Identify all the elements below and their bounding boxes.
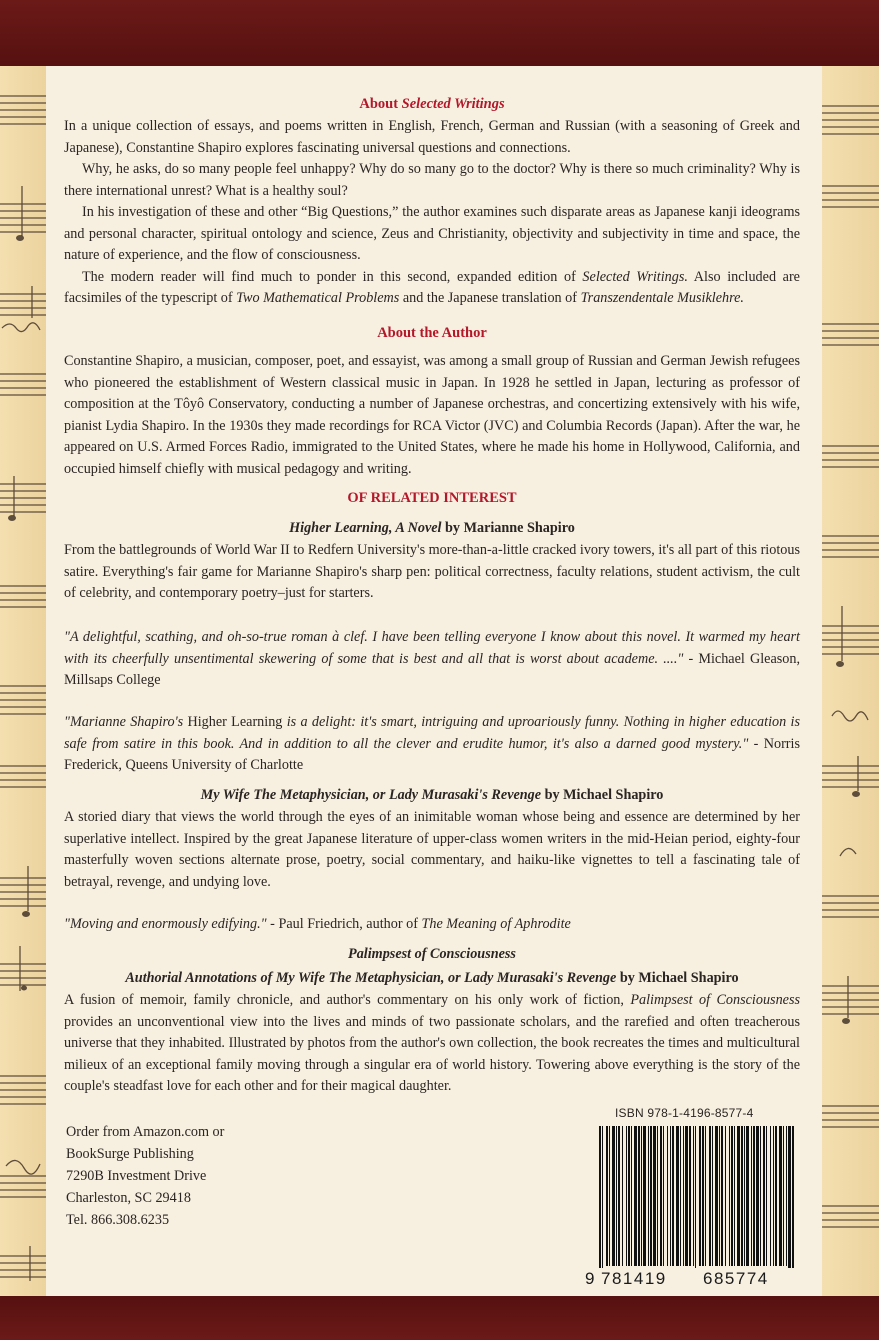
book1-quote1-block xyxy=(64,627,800,692)
barcode-bar xyxy=(715,1126,718,1266)
barcode-bar xyxy=(773,1126,774,1266)
barcode-bar xyxy=(734,1126,735,1266)
barcode-bar xyxy=(756,1126,759,1266)
barcode-bar xyxy=(693,1126,694,1266)
related-interest-heading: OF RELATED INTEREST xyxy=(347,490,517,506)
barcode-bar xyxy=(792,1126,794,1274)
barcode-bar xyxy=(680,1126,681,1266)
barcode-bar xyxy=(599,1126,601,1274)
barcode-bar xyxy=(744,1126,745,1266)
about-book-heading: About Selected Writings xyxy=(359,96,505,112)
left-sheet-music-margin xyxy=(0,66,46,1296)
barcode-bar xyxy=(741,1126,743,1266)
barcode-bar xyxy=(766,1126,767,1266)
book1-quote-2: "Marianne Shapiro's Higher Learning is a delight: it's smart, intriguing and uproariously funny. Nothing in higher education is safe from satire in this book. And in addition to all the clever and erudite humor, it's also a darned good mystery." - Norris Frederick, Queens University of Charlotte xyxy=(64,714,800,773)
barcode-bar xyxy=(695,1126,696,1274)
barcode-bar xyxy=(783,1126,784,1266)
back-cover-panel xyxy=(46,66,822,1296)
barcode-bar xyxy=(685,1126,688,1266)
barcode-bar xyxy=(737,1126,740,1266)
about-book-section xyxy=(64,116,800,310)
book2-description-block xyxy=(64,807,800,893)
sheet-music-decoration xyxy=(0,66,46,1296)
barcode-bar xyxy=(729,1126,730,1266)
barcode-bar xyxy=(650,1126,652,1266)
barcode-bar xyxy=(660,1126,662,1266)
book1-quote-1: "A delightful, scathing, and oh-so-true roman à clef. I have been telling everyone I know about this novel. It warmed my heart with its cheerfully unsentimental skewering of some that is best and all that is worst about academe. ...." - Michael Gleason, Millsaps College xyxy=(64,629,800,688)
barcode-bar xyxy=(786,1126,787,1266)
barcode-bar xyxy=(770,1126,771,1266)
barcode-bar xyxy=(725,1126,726,1266)
barcode-bar xyxy=(626,1126,627,1266)
barcode-digits-left: 781419 xyxy=(601,1269,667,1288)
barcode-bar xyxy=(719,1126,720,1266)
book1-title-line: Higher Learning, A Novel by Marianne Shapiro xyxy=(289,520,575,536)
about-book-paragraph-4: The modern reader will find much to ponder in this second, expanded edition of Selected Writings. Also included are facsimiles of the typescript of Two Mathematical Problems and the Japanese translation of Transzendentale Musiklehre. xyxy=(64,268,800,306)
order-info xyxy=(66,1121,224,1231)
order-line-1: Order from Amazon.com or xyxy=(66,1124,225,1140)
barcode-bar xyxy=(721,1126,723,1266)
barcode-bar xyxy=(638,1126,640,1266)
about-book-paragraph-3: In his investigation of these and other “Big Questions,” the author examines such disparate areas as Japanese kanji ideograms and personal character, spiritual ontology and science, Zeus and Christianity, objectivity and subjectivity in time and space, the nature of experience, and the flow of consciousness. xyxy=(64,204,800,263)
barcode-bar xyxy=(689,1126,691,1266)
barcode-bar xyxy=(616,1126,617,1266)
isbn-barcode xyxy=(585,1106,801,1294)
barcode-bar xyxy=(779,1126,782,1266)
barcode-bar xyxy=(641,1126,642,1266)
order-line-4: Charleston, SC 29418 xyxy=(66,1190,191,1206)
sheet-music-decoration-right xyxy=(822,66,879,1296)
barcode-bar xyxy=(628,1126,630,1266)
barcode-bar xyxy=(753,1126,755,1266)
barcode-digit-first: 9 xyxy=(585,1269,595,1288)
barcode-bar xyxy=(699,1126,701,1266)
barcode-bar xyxy=(634,1126,637,1266)
book1-quote2-block xyxy=(64,712,800,777)
book2-description: A storied diary that views the world through the eyes of an inimitable woman whose being and essence are determined by her superlative intellect. Inspired by the great Japanese literature of upper-class women writers in the mid-Heian period, eighty-four masterfully woven sections alternate prose, poetry, social commentary, and haiku-like vignettes to tell a fascinating tale of betrayal, revenge, and undying love. xyxy=(64,809,800,890)
barcode-digits-right: 685774 xyxy=(703,1269,769,1288)
about-author-paragraph: Constantine Shapiro, a musician, composer, poet, and essayist, was among a small group of Russian and German Jewish refugees who pioneered the establishment of Western classical music in Japan. In 1928 he settled in Japan, lecturing as professor of composition at the Tôyô Conservatory, conducting a number of Japanese orchestras, and concertizing extensively with his wife, pianist Lydia Shapiro. In the 1930s they made recordings for RCA Victor (JVC) and Columbia Records (Japan). After the war, he appeared on U.S. Armed Forces Radio, immigrated to the United States, where he made his home in Hollywood, California, and occupied himself chiefly with musical pedagogy and writing. xyxy=(64,353,800,477)
barcode-bar xyxy=(709,1126,711,1266)
barcode-bar xyxy=(643,1126,646,1266)
barcode-bar xyxy=(667,1126,668,1266)
barcode-bar xyxy=(702,1126,704,1266)
book1-description: From the battlegrounds of World War II to Redfern University's more-than-a-little cracked ivory towers, it's all part of this riotous satire. Everything's fair game for Marianne Shapiro's sharp pen: political correctness, faculty relations, student activism, the cult of celebrity, and contemporary poetry–just for starters. xyxy=(64,542,800,601)
book2-quote: "Moving and enormously edifying." - Paul Friedrich, author of The Meaning of Aphrodite xyxy=(64,916,571,932)
barcode-bar xyxy=(663,1126,664,1266)
order-line-5: Tel. 866.308.6235 xyxy=(66,1212,170,1228)
book2-quote-block xyxy=(64,914,800,936)
barcode-bar xyxy=(731,1126,733,1266)
about-author-heading: About the Author xyxy=(377,325,487,341)
barcode-bar xyxy=(609,1126,610,1266)
barcode-bar xyxy=(683,1126,684,1266)
barcode-bar xyxy=(648,1126,649,1266)
book3-title-line-1: Palimpsest of Consciousness xyxy=(348,946,516,962)
barcode-bar xyxy=(622,1126,623,1266)
top-border-band xyxy=(0,0,879,66)
book3-description-block xyxy=(64,990,800,1098)
about-book-paragraph-2: Why, he asks, do so many people feel unhappy? Why do so many go to the doctor? Why is there so much criminality? Why is there international unrest? What is a healthy soul? xyxy=(64,161,800,199)
about-author-section xyxy=(64,351,800,480)
book2-title-line: My Wife The Metaphysician, or Lady Murasaki's Revenge by Michael Shapiro xyxy=(200,787,664,803)
barcode-bar xyxy=(788,1126,791,1274)
right-sheet-music-margin xyxy=(822,66,879,1296)
barcode-bar xyxy=(760,1126,761,1266)
barcode-bar xyxy=(631,1126,632,1266)
barcode-bar xyxy=(602,1126,603,1274)
barcode-bar xyxy=(618,1126,620,1266)
barcode-bar xyxy=(775,1126,777,1266)
barcode-bars xyxy=(597,1126,797,1274)
barcode-bar xyxy=(705,1126,706,1266)
barcode-bar xyxy=(746,1126,749,1266)
barcode-bar xyxy=(670,1126,671,1266)
barcode-bar xyxy=(712,1126,713,1266)
barcode-bar xyxy=(763,1126,765,1266)
barcode-bar xyxy=(606,1126,608,1266)
barcode-bar xyxy=(676,1126,679,1266)
barcode-bar xyxy=(653,1126,656,1266)
bottom-border-band xyxy=(0,1296,879,1340)
barcode-bar xyxy=(657,1126,658,1266)
barcode-bar xyxy=(672,1126,674,1266)
isbn-label: ISBN 978-1-4196-8577-4 xyxy=(615,1106,754,1120)
book3-title-line-2: Authorial Annotations of My Wife The Metaphysician, or Lady Murasaki's Revenge by Michael Shapiro xyxy=(125,970,739,986)
about-book-paragraph-1: In a unique collection of essays, and poems written in English, French, German and Russian (with a seasoning of Greek and Japanese), Constantine Shapiro explores fascinating universal questions and connections. xyxy=(64,118,800,156)
barcode-bar xyxy=(751,1126,752,1266)
order-line-3: 7290B Investment Drive xyxy=(66,1168,207,1184)
barcode-bar xyxy=(612,1126,615,1266)
book1-description-block xyxy=(64,540,800,605)
order-line-2: BookSurge Publishing xyxy=(66,1146,194,1162)
book3-description: A fusion of memoir, family chronicle, and author's commentary on his only work of fiction, Palimpsest of Consciousness provides an unconventional view into the lives and minds of two passionate scholars, and the rarefied and often treacherous universe that they inhabited. Illustrated by photos from the author's own collection, the book recreates the times and multicultural milieux of an exceptional family moving through a singular era of world history. Towering above everything is the story of the couple's steadfast love for each other and for their magical daughter. xyxy=(64,992,800,1094)
